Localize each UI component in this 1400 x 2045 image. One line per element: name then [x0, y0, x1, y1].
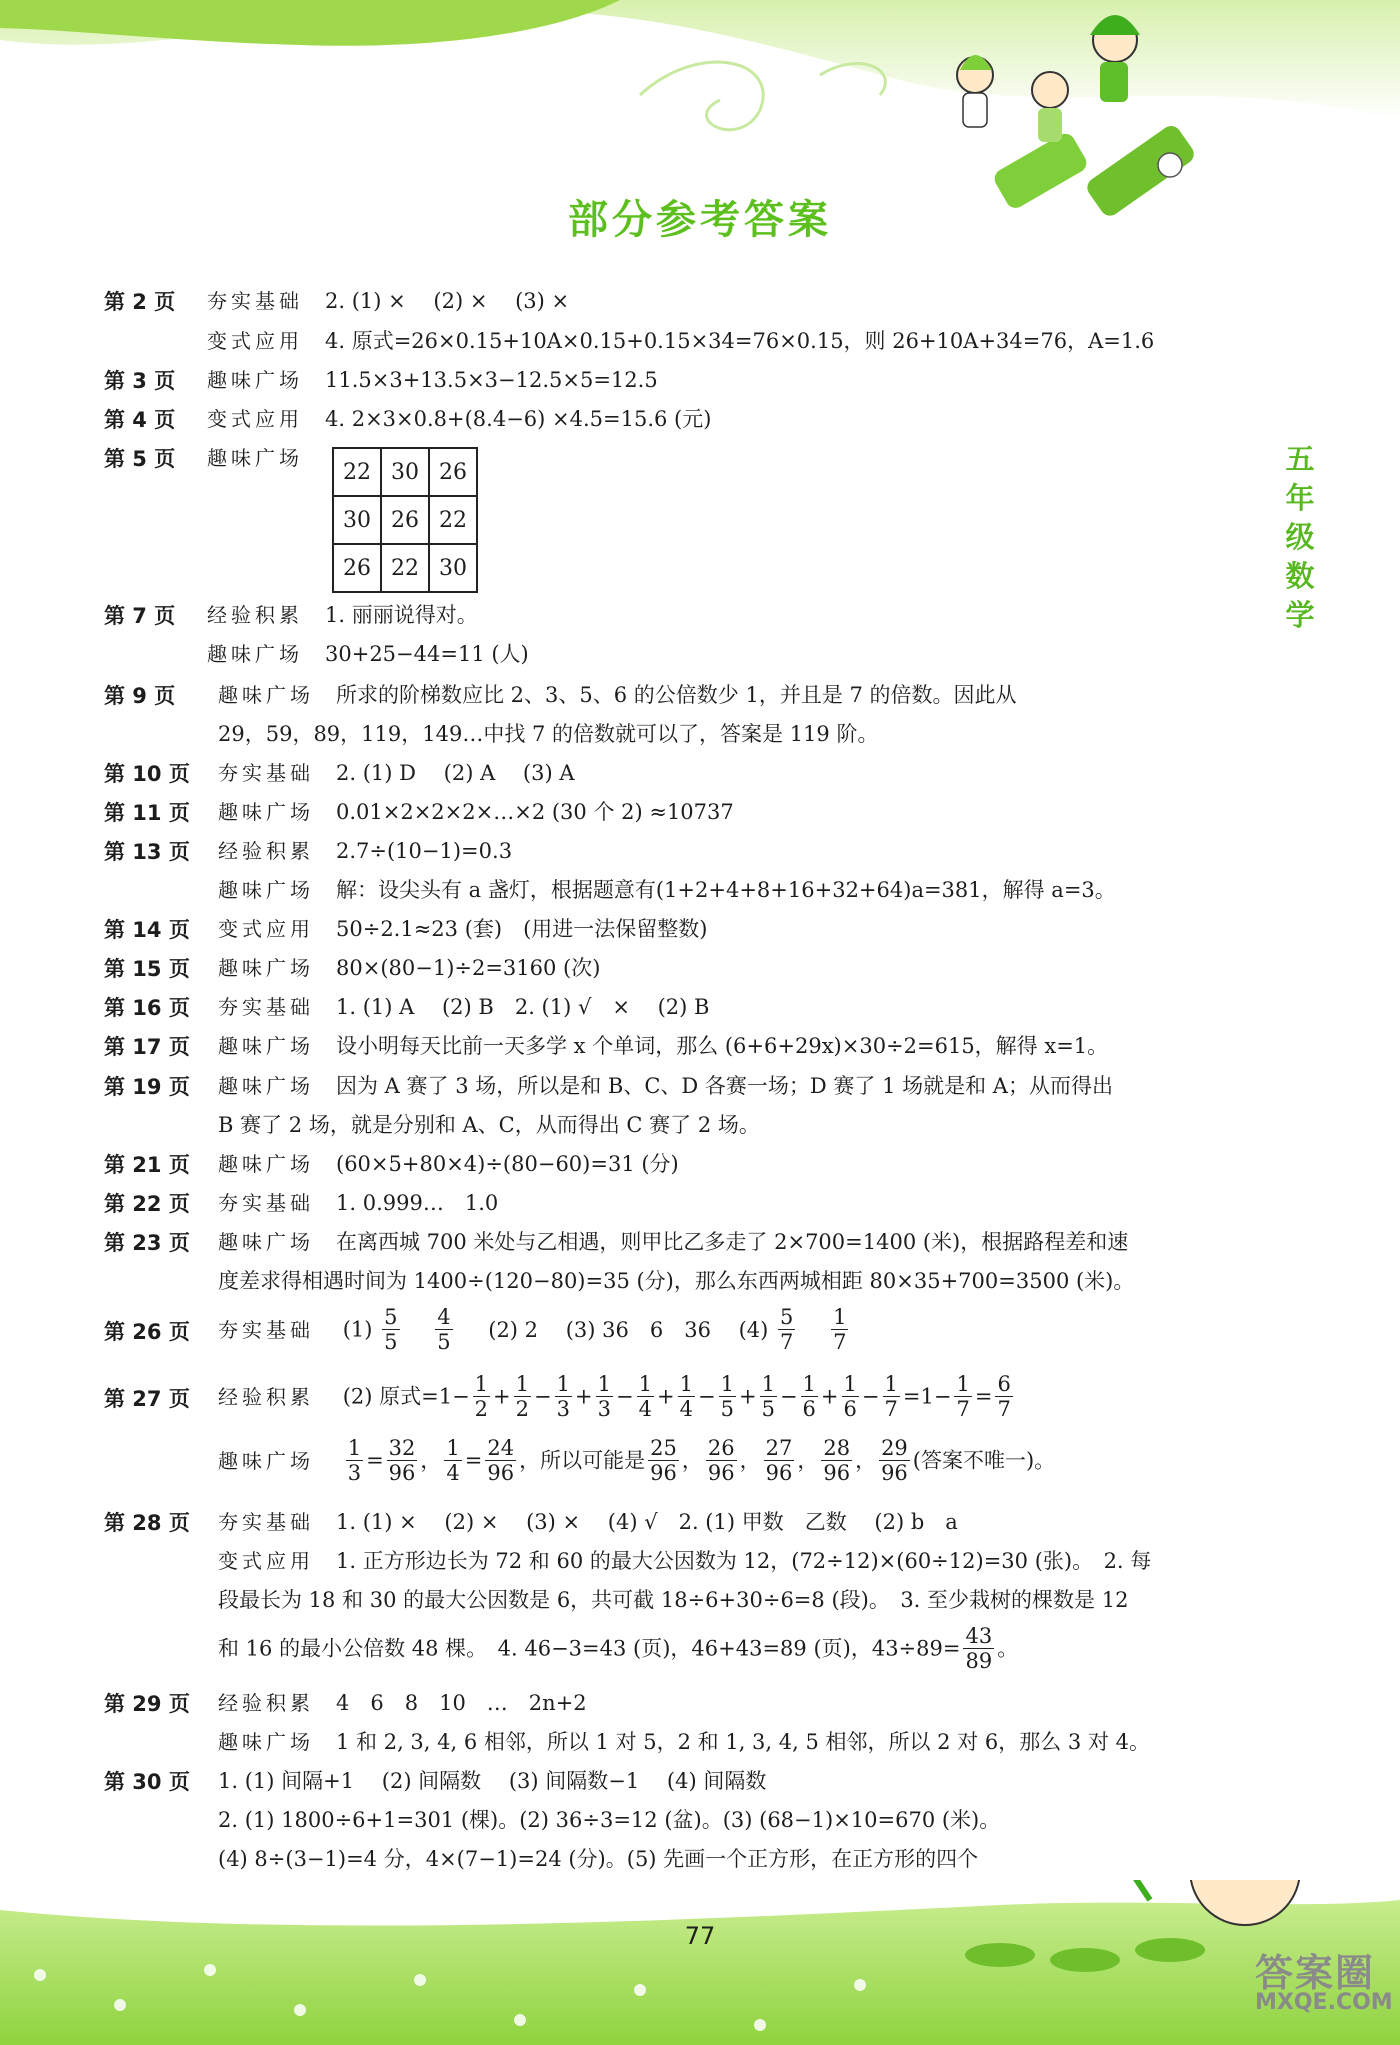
- page-label: 第 4 页: [104, 408, 176, 432]
- answer-line: 夯实基础 2. (1) D (2) A (3) A: [218, 761, 575, 785]
- page-label: 第 30 页: [104, 1770, 190, 1794]
- operator: +: [738, 1384, 757, 1409]
- answer-line: 趣味广场 解：设尖头有 a 盏灯，根据题意有(1+2+4+8+16+32+64)a=381，解得 a=3。: [218, 878, 1116, 902]
- answer-line: (4) 8÷(3−1)=4 分，4×(7−1)=24 (分)。(5) 先画一个正方形，在正方形的四个: [218, 1847, 979, 1871]
- page-label: 第 3 页: [104, 369, 176, 393]
- magic-square: 22 30 26 30 26 22 26 22 30: [332, 447, 478, 593]
- fraction: $\frac{5}{5}$: [384, 1305, 398, 1354]
- fraction-sequence: [645, 1436, 913, 1485]
- page-label: 第 5 页: [104, 447, 176, 471]
- fraction: $\frac{43}{89}$: [965, 1624, 993, 1673]
- page-label: 第 10 页: [104, 762, 190, 786]
- answer-line: 夯实基础 1. (1) × (2) × (3) × (4) √ 2. (1) 甲数 乙数 (2) b a: [218, 1510, 958, 1534]
- answer-line: 趣味广场 1 和 2, 3, 4, 6 相邻，所以 1 对 5，2 和 1, 3, 4, 5 相邻，所以 2 对 6，那么 3 对 4。: [218, 1730, 1151, 1754]
- fraction: $\frac{1}{4}$: [638, 1372, 652, 1421]
- answer-line: 趣味广场 $\frac{1}{3}$ = $\frac{32}{96}$ ， $\frac{1}{4}$ = $\frac{24}{96}$ ，所以可能是 $\frac{25}{96}$ ， $\frac{26}{96}$ ， $\frac{27}{96}$ ， $\frac{28}{96}$ ， $\frac{29}{96}$ (答案不唯一)。: [218, 1436, 1056, 1485]
- fraction: $\frac{1}{6}$: [802, 1372, 816, 1421]
- fraction: $\frac{1}{5}$: [761, 1372, 775, 1421]
- fraction: $\frac{1}{5}$: [720, 1372, 734, 1421]
- answer-line: 夯实基础 2. (1) × (2) × (3) ×: [207, 289, 570, 313]
- answer-line: 夯实基础 1. (1) A (2) B 2. (1) √ × (2) B: [218, 995, 710, 1019]
- answer-line: 趣味广场 设小明每天比前一天多学 x 个单词，那么 (6+6+29x)×30÷2=615，解得 x=1。: [218, 1034, 1109, 1058]
- page-label: 第 23 页: [104, 1231, 190, 1255]
- fraction: $\frac{1}{7}$: [884, 1372, 898, 1421]
- page-label: 第 15 页: [104, 957, 190, 981]
- answer-line: 趣味广场 0.01×2×2×2×…×2 (30 个 2) ≈10737: [218, 800, 734, 824]
- page-label: 第 27 页: [104, 1387, 190, 1411]
- fraction: $\frac{1}{4}$: [679, 1372, 693, 1421]
- operator: −: [616, 1384, 634, 1409]
- page-label: 第 28 页: [104, 1511, 190, 1535]
- operator: ，: [681, 1448, 703, 1473]
- operator: +: [820, 1384, 839, 1409]
- answer-line: 趣味广场 80×(80−1)÷2=3160 (次): [218, 956, 601, 980]
- fraction: $\frac{4}{5}$: [437, 1305, 451, 1354]
- operator: ，: [855, 1448, 877, 1473]
- operator: +: [656, 1384, 675, 1409]
- fraction: $\frac{32}{96}$: [388, 1436, 416, 1485]
- fraction: $\frac{1}{3}$: [597, 1372, 611, 1421]
- watermark-url: MXQE.COM: [1255, 1990, 1393, 2015]
- answer-line: 夯实基础 1. 0.999… 1.0: [218, 1191, 499, 1215]
- page-label: 第 2 页: [104, 290, 176, 314]
- answer-line: 2. (1) 1800÷6+1=301 (棵)。(2) 36÷3=12 (盆)。(3) (68−1)×10=670 (米)。: [218, 1808, 1001, 1832]
- answer-line: 1. (1) 间隔+1 (2) 间隔数 (3) 间隔数−1 (4) 间隔数: [218, 1769, 767, 1793]
- page-label: 第 11 页: [104, 801, 190, 825]
- answer-line: 经验积累 (2) 原式=1− $\frac{1}{2}$ + $\frac{1}{2}$ − $\frac{1}{3}$ + $\frac{1}{3}$ − $\frac{1}{4}$ + $\frac{1}{4}$ − $\frac{1}{5}$ + $\frac{1}{5}$ − $\frac{1}{6}$ + $\frac{1}{6}$ − $\frac{1}{7}$ =1− $\frac{1}{7}$ = $\frac{6}{7}$: [218, 1372, 1011, 1421]
- answer-line: 变式应用 50÷2.1≈23 (套) (用进一法保留整数): [218, 917, 708, 941]
- answer-line: 变式应用 4. 原式=26×0.15+10A×0.15+0.15×34=76×0.15，则 26+10A+34=76，A=1.6: [207, 329, 1155, 353]
- answer-line: 趣味广场 30+25−44=11 (人): [207, 642, 529, 666]
- operator: ，: [797, 1448, 819, 1473]
- page-label: 第 22 页: [104, 1192, 190, 1216]
- fraction: $\frac{1}{4}$: [446, 1436, 460, 1485]
- answer-line: 经验积累 2.7÷(10−1)=0.3: [218, 839, 513, 863]
- watermark-logo: 答案圈: [1255, 1951, 1376, 1995]
- page-label: 第 7 页: [104, 604, 176, 628]
- page-label: 第 26 页: [104, 1320, 190, 1344]
- page-label: 第 19 页: [104, 1075, 190, 1099]
- operator: −: [779, 1384, 798, 1409]
- fraction: $\frac{25}{96}$: [650, 1436, 677, 1485]
- fraction: $\frac{1}{7}$: [956, 1372, 970, 1421]
- answer-line: 趣味广场 11.5×3+13.5×3−12.5×5=12.5: [207, 368, 658, 392]
- answer-line: 度差求得相遇时间为 1400÷(120−80)=35 (分)，那么东西两城相距 80×35+700=3500 (米)。: [218, 1269, 1135, 1293]
- answer-line: 变式应用 4. 2×3×0.8+(8.4−6) ×4.5=15.6 (元): [207, 407, 712, 431]
- fraction: $\frac{6}{7}$: [997, 1372, 1011, 1421]
- fraction: $\frac{1}{2}$: [474, 1372, 489, 1421]
- fraction: $\frac{28}{96}$: [823, 1436, 851, 1485]
- answer-line: 段最长为 18 和 30 的最大公因数是 6，共可截 18÷6+30÷6=8 (段)。 3. 至少栽树的棵数是 12: [218, 1588, 1129, 1612]
- operator: −: [534, 1384, 552, 1409]
- fraction: $\frac{29}{96}$: [881, 1436, 908, 1485]
- answer-line: 经验积累 4 6 8 10 … 2n+2: [218, 1691, 587, 1715]
- page-label: 第 13 页: [104, 840, 190, 864]
- fraction: $\frac{1}{2}$: [515, 1372, 530, 1421]
- fraction: $\frac{24}{96}$: [487, 1436, 515, 1485]
- page-label: 第 29 页: [104, 1692, 190, 1716]
- answer-line: 趣味广场 (60×5+80×4)÷(80−60)=31 (分): [218, 1152, 679, 1176]
- answer-line: 趣味广场: [207, 446, 303, 470]
- operator: +: [575, 1384, 593, 1409]
- operator: ，: [739, 1448, 761, 1473]
- answer-line: 趣味广场 在离西城 700 米处与乙相遇，则甲比乙多走了 2×700=1400 (米)，根据路程差和速: [218, 1230, 1129, 1254]
- fraction: $\frac{1}{6}$: [843, 1372, 857, 1421]
- page-label: 第 17 页: [104, 1035, 190, 1059]
- fraction: $\frac{1}{3}$: [556, 1372, 571, 1421]
- operator: −: [697, 1384, 716, 1409]
- side-label: 五 年 级 数 学: [1285, 442, 1315, 632]
- fraction: $\frac{1}{3}$: [347, 1436, 362, 1485]
- answer-line: 和 16 的最小公倍数 48 棵。 4. 46−3=43 (页)，46+43=89 (页)，43÷89= $\frac{43}{89}$ 。: [218, 1624, 1019, 1673]
- answer-line: 29，59，89，119，149…中找 7 的倍数就可以了，答案是 119 阶。: [218, 722, 879, 746]
- page-title: 部分参考答案: [568, 197, 832, 243]
- bottom-decoration: [0, 1880, 1400, 2045]
- answer-line: 夯实基础 (1) $\frac{5}{5}$ $\frac{4}{5}$ (2) 2 (3) 36 6 36 (4) $\frac{5}{7}$ $\frac{1}{7}$: [218, 1305, 847, 1354]
- answer-line: 趣味广场 所求的阶梯数应比 2、3、5、6 的公倍数少 1，并且是 7 的倍数。因此从: [218, 683, 1017, 707]
- operator: +: [493, 1384, 511, 1409]
- page-label: 第 9 页: [104, 684, 176, 708]
- answer-line: 趣味广场 因为 A 赛了 3 场，所以是和 B、C、D 各赛一场；D 赛了 1 场就是和 A；从而得出: [218, 1074, 1113, 1098]
- answer-line: 经验积累 1. 丽丽说得对。: [207, 603, 478, 627]
- answer-line: B 赛了 2 场，就是分别和 A、C，从而得出 C 赛了 2 场。: [218, 1113, 760, 1137]
- fraction: $\frac{1}{7}$: [833, 1305, 847, 1354]
- operator: −: [861, 1384, 880, 1409]
- page-label: 第 14 页: [104, 918, 190, 942]
- page-label: 第 21 页: [104, 1153, 190, 1177]
- page-label: 第 16 页: [104, 996, 190, 1020]
- fraction: $\frac{5}{7}$: [780, 1305, 794, 1354]
- fraction: $\frac{27}{96}$: [765, 1436, 793, 1485]
- fraction: $\frac{26}{96}$: [707, 1436, 735, 1485]
- page-number: 77: [684, 1922, 716, 1950]
- answer-line: 变式应用 1. 正方形边长为 72 和 60 的最大公因数为 12，(72÷12)×(60÷12)=30 (张)。 2. 每: [218, 1549, 1152, 1573]
